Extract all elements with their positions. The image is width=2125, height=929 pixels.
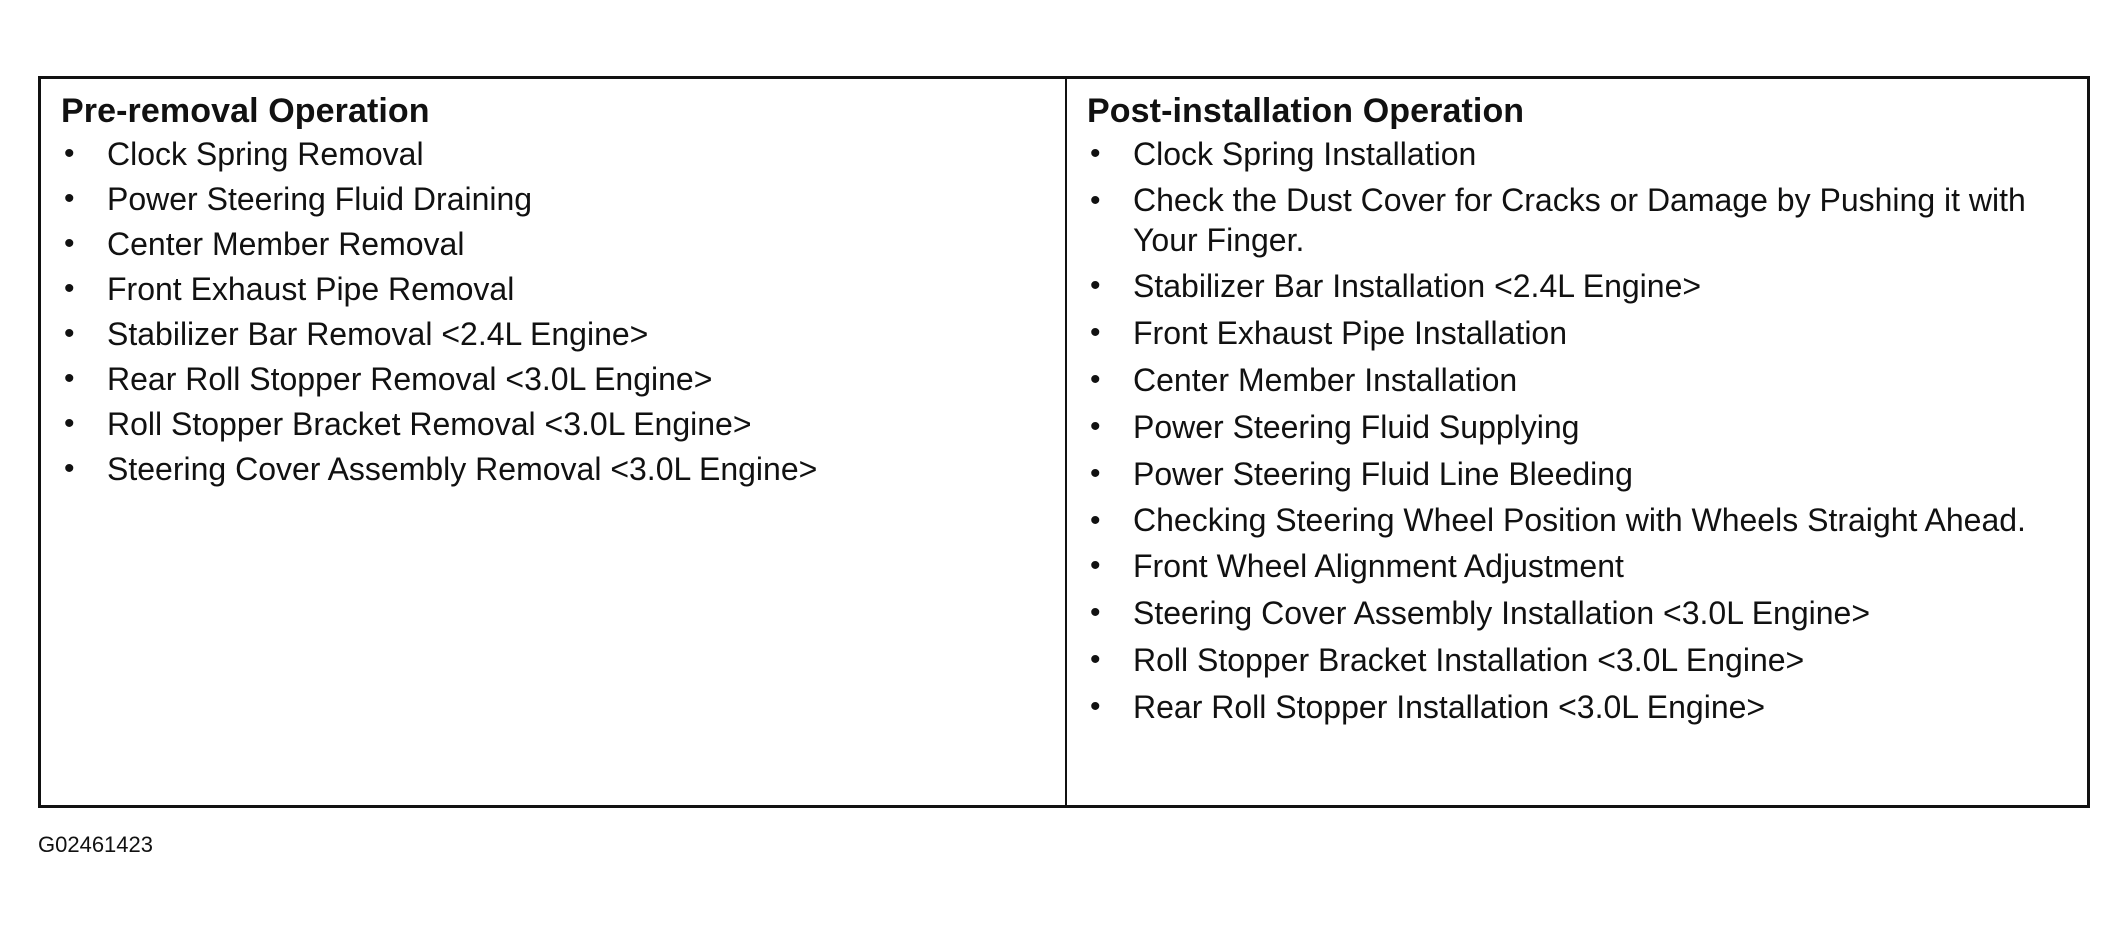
- bullet-icon: •: [1090, 549, 1101, 582]
- list-item: [1087, 312, 2067, 354]
- list-item-text: Front Exhaust Pipe Removal: [107, 271, 515, 307]
- list-item: [1087, 500, 2067, 540]
- bullet-icon: •: [1090, 410, 1101, 443]
- list-item: [1087, 453, 2067, 495]
- list-item-text: Center Member Installation: [1133, 362, 1518, 398]
- list-item-text: Center Member Removal: [107, 226, 465, 262]
- list-item: [1087, 265, 2067, 307]
- list-item: [1087, 592, 2067, 634]
- list-item: [1087, 639, 2067, 681]
- list-item: [61, 358, 1065, 400]
- list-item-text: Steering Cover Assembly Installation <3.0L Engine>: [1133, 595, 1871, 631]
- bullet-icon: •: [1090, 596, 1101, 629]
- bullet-icon: •: [64, 182, 75, 215]
- bullet-icon: •: [64, 137, 75, 170]
- pre-removal-list: [61, 133, 1065, 490]
- list-item-text: Power Steering Fluid Draining: [107, 181, 533, 217]
- list-item: [61, 403, 1065, 445]
- pre-removal-column: [41, 79, 1067, 805]
- list-item-text: Roll Stopper Bracket Installation <3.0L Engine>: [1133, 642, 1805, 678]
- list-item: [61, 133, 1065, 175]
- list-item: [1087, 180, 2067, 260]
- post-installation-heading: Post-installation Operation: [1087, 92, 1525, 130]
- list-item-text: Checking Steering Wheel Position with Wheels Straight Ahead.: [1133, 502, 2026, 538]
- list-item-text: Steering Cover Assembly Removal <3.0L Engine>: [107, 451, 818, 487]
- bullet-icon: •: [1090, 504, 1101, 537]
- list-item-text: Stabilizer Bar Installation <2.4L Engine>: [1133, 268, 1702, 304]
- list-item: [61, 313, 1065, 355]
- bullet-icon: •: [64, 362, 75, 395]
- list-item-text: Rear Roll Stopper Installation <3.0L Engine>: [1133, 689, 1766, 725]
- bullet-icon: •: [64, 317, 75, 350]
- pre-removal-heading: Pre-removal Operation: [61, 92, 430, 130]
- post-installation-list: [1087, 133, 2067, 728]
- list-item: [1087, 545, 2067, 587]
- list-item: [1087, 686, 2067, 728]
- list-item: [61, 178, 1065, 220]
- list-item-text: Clock Spring Installation: [1133, 136, 1477, 172]
- list-item-text: Front Exhaust Pipe Installation: [1133, 315, 1568, 351]
- list-item: [61, 223, 1065, 265]
- list-item-text: Check the Dust Cover for Cracks or Damage by Pushing it with Your Finger.: [1133, 182, 2026, 258]
- bullet-icon: •: [1090, 184, 1101, 217]
- bullet-icon: •: [64, 452, 75, 485]
- list-item-text: Clock Spring Removal: [107, 136, 424, 172]
- list-item-text: Rear Roll Stopper Removal <3.0L Engine>: [107, 361, 713, 397]
- list-item: [61, 268, 1065, 310]
- list-item-text: Stabilizer Bar Removal <2.4L Engine>: [107, 316, 649, 352]
- list-item: [1087, 133, 2067, 175]
- list-item-text: Power Steering Fluid Line Bleeding: [1133, 456, 1633, 492]
- bullet-icon: •: [64, 407, 75, 440]
- bullet-icon: •: [64, 227, 75, 260]
- list-item: [1087, 406, 2067, 448]
- list-item-text: Front Wheel Alignment Adjustment: [1133, 548, 1624, 584]
- bullet-icon: •: [1090, 316, 1101, 349]
- bullet-icon: •: [1090, 363, 1101, 396]
- list-item: [1087, 359, 2067, 401]
- operations-table: [38, 76, 2090, 808]
- bullet-icon: •: [64, 272, 75, 305]
- bullet-icon: •: [1090, 457, 1101, 490]
- list-item: [61, 448, 1065, 490]
- bullet-icon: •: [1090, 269, 1101, 302]
- list-item-text: Power Steering Fluid Supplying: [1133, 409, 1580, 445]
- bullet-icon: •: [1090, 690, 1101, 723]
- list-item-text: Roll Stopper Bracket Removal <3.0L Engine>: [107, 406, 752, 442]
- post-installation-column: [1067, 79, 2087, 805]
- bullet-icon: •: [1090, 643, 1101, 676]
- bullet-icon: •: [1090, 137, 1101, 170]
- figure-id: G02461423: [38, 832, 153, 857]
